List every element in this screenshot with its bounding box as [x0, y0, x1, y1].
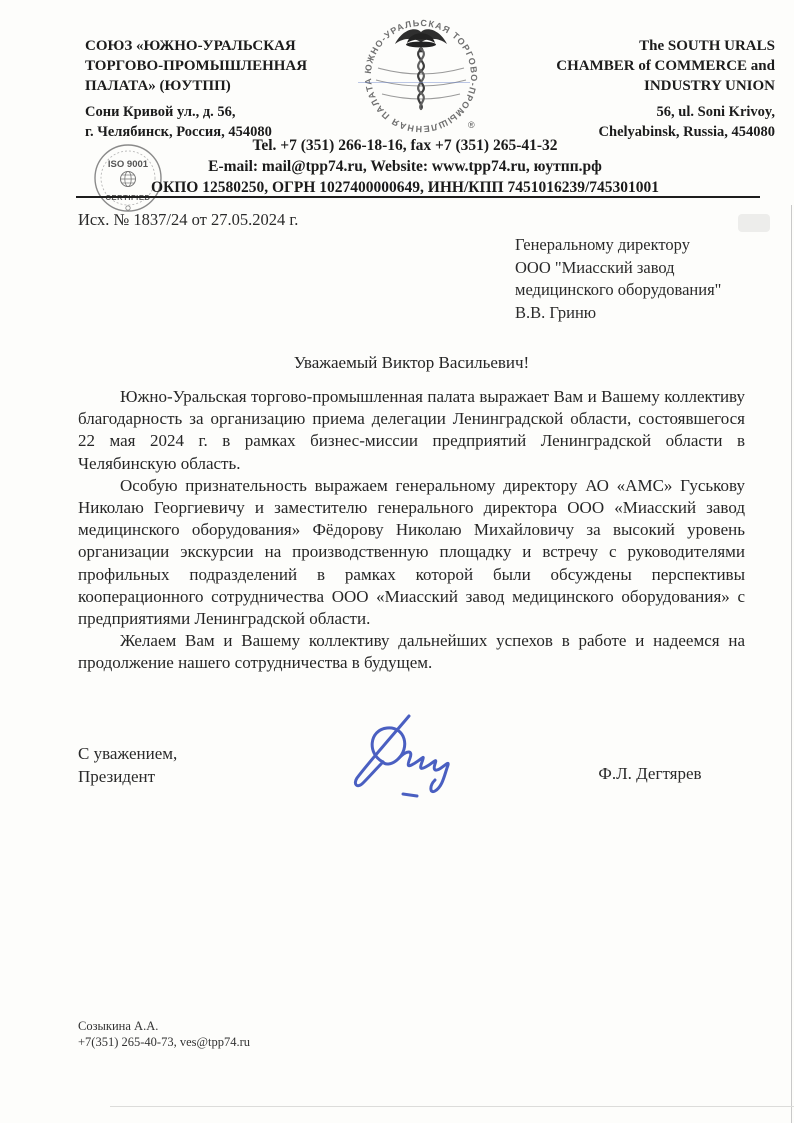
contact-registration-line: ОКПО 12580250, ОГРН 1027400000649, ИНН/КПП 7451016239/745301001: [150, 179, 660, 196]
letterhead-contacts: [60, 135, 750, 198]
outgoing-reference: Исх. № 1837/24 от 27.05.2024 г.: [78, 210, 299, 229]
executor-footer: [78, 1018, 250, 1050]
recipient-block: [515, 234, 783, 324]
org-name-en-line: The SOUTH URALS: [639, 38, 775, 54]
contact-phone-line: Tel. +7 (351) 266-18-16, fax +7 (351) 265-41-32: [252, 137, 558, 154]
letter-body: [78, 386, 745, 675]
org-name-ru-line: ПАЛАТА» (ЮУТПП): [85, 78, 231, 94]
recipient-line: медицинского оборудования": [515, 280, 722, 299]
org-address-ru-line: Сони Кривой ул., д. 56,: [85, 104, 236, 120]
recipient-line: Генеральному директору: [515, 235, 690, 254]
scan-artifact-right-edge: [791, 205, 792, 1123]
executor-name: Созыкина А.А.: [78, 1019, 159, 1033]
org-name-en-line: INDUSTRY UNION: [643, 78, 775, 94]
handwritten-signature: [343, 710, 483, 802]
org-name-ru-line: ТОРГОВО-ПРОМЫШЛЕННАЯ: [85, 58, 308, 74]
salutation: Уважаемый Виктор Васильевич!: [293, 353, 530, 372]
recipient-line: ООО "Миасский завод: [515, 257, 675, 277]
emblem-circle-text: ЮЖНО-УРАЛЬСКАЯ ТОРГОВО-ПРОМЫШЛЕННАЯ ПАЛАТА: [362, 17, 480, 135]
signer-name: Ф.Л. Дегтярев: [598, 764, 702, 783]
closing-block: [78, 742, 177, 788]
closing-title: Президент: [78, 767, 156, 786]
body-paragraph: Особую признательность выражаем генеральному директору АО «АМС» Гуськову Николаю Георгиевичу и заместителю генерального директора ООО «Миасский завод медицинского оборудования» Фёдорову Николаю Михайловичу за высокий уровень организации экскурсии на производственную площадку и встречу с руководителями профильных подразделений в рамках которой были обсуждены перспективы кооперационного сотрудничества ООО «Миасский завод медицинского оборудования» с предприятиями Ленинградской области.: [78, 475, 745, 629]
iso-standard-label: ISO 9001: [107, 159, 149, 170]
executor-phone-email: +7(351) 265-40-73, ves@tpp74.ru: [78, 1035, 251, 1049]
header-divider-rule: [76, 196, 760, 198]
recipient-line: В.В. Гриню: [515, 302, 597, 322]
closing-regards: С уважением,: [78, 744, 178, 763]
contact-email-line: E-mail: mail@tpp74.ru, Website: www.tpp74.ru, юутпп.рф: [208, 158, 602, 175]
scan-artifact-bottom-edge: [110, 1106, 794, 1107]
registered-trademark-symbol: ®: [468, 120, 475, 130]
org-address-en-line: 56, ul. Soni Krivoy,: [656, 104, 775, 120]
org-address-ru-line: г. Челябинск, Россия, 454080: [85, 124, 272, 140]
scan-artifact-smudge: [738, 214, 770, 232]
chamber-emblem-icon: [358, 12, 484, 136]
org-address-en-line: Chelyabinsk, Russia, 454080: [598, 124, 775, 140]
body-paragraph: Желаем Вам и Вашему коллективу дальнейших успехов в работе и надеемся на продолжение нашего сотрудничества в будущем.: [78, 631, 745, 673]
org-name-russian: [85, 36, 360, 142]
scan-artifact-blue-line: [358, 82, 470, 83]
body-paragraph: Южно-Уральская торгово-промышленная палата выражает Вам и Вашему коллективу благодарность за организацию приема делегации Ленинградской области, состоявшегося 22 мая 2024 г. в рамках бизнес-миссии предприятий Ленинградской области в Челябинскую область.: [78, 387, 745, 473]
org-name-en-line: CHAMBER of COMMERCE and: [556, 58, 775, 74]
org-name-english: [495, 36, 775, 142]
org-name-ru-line: СОЮЗ «ЮЖНО-УРАЛЬСКАЯ: [85, 38, 296, 54]
